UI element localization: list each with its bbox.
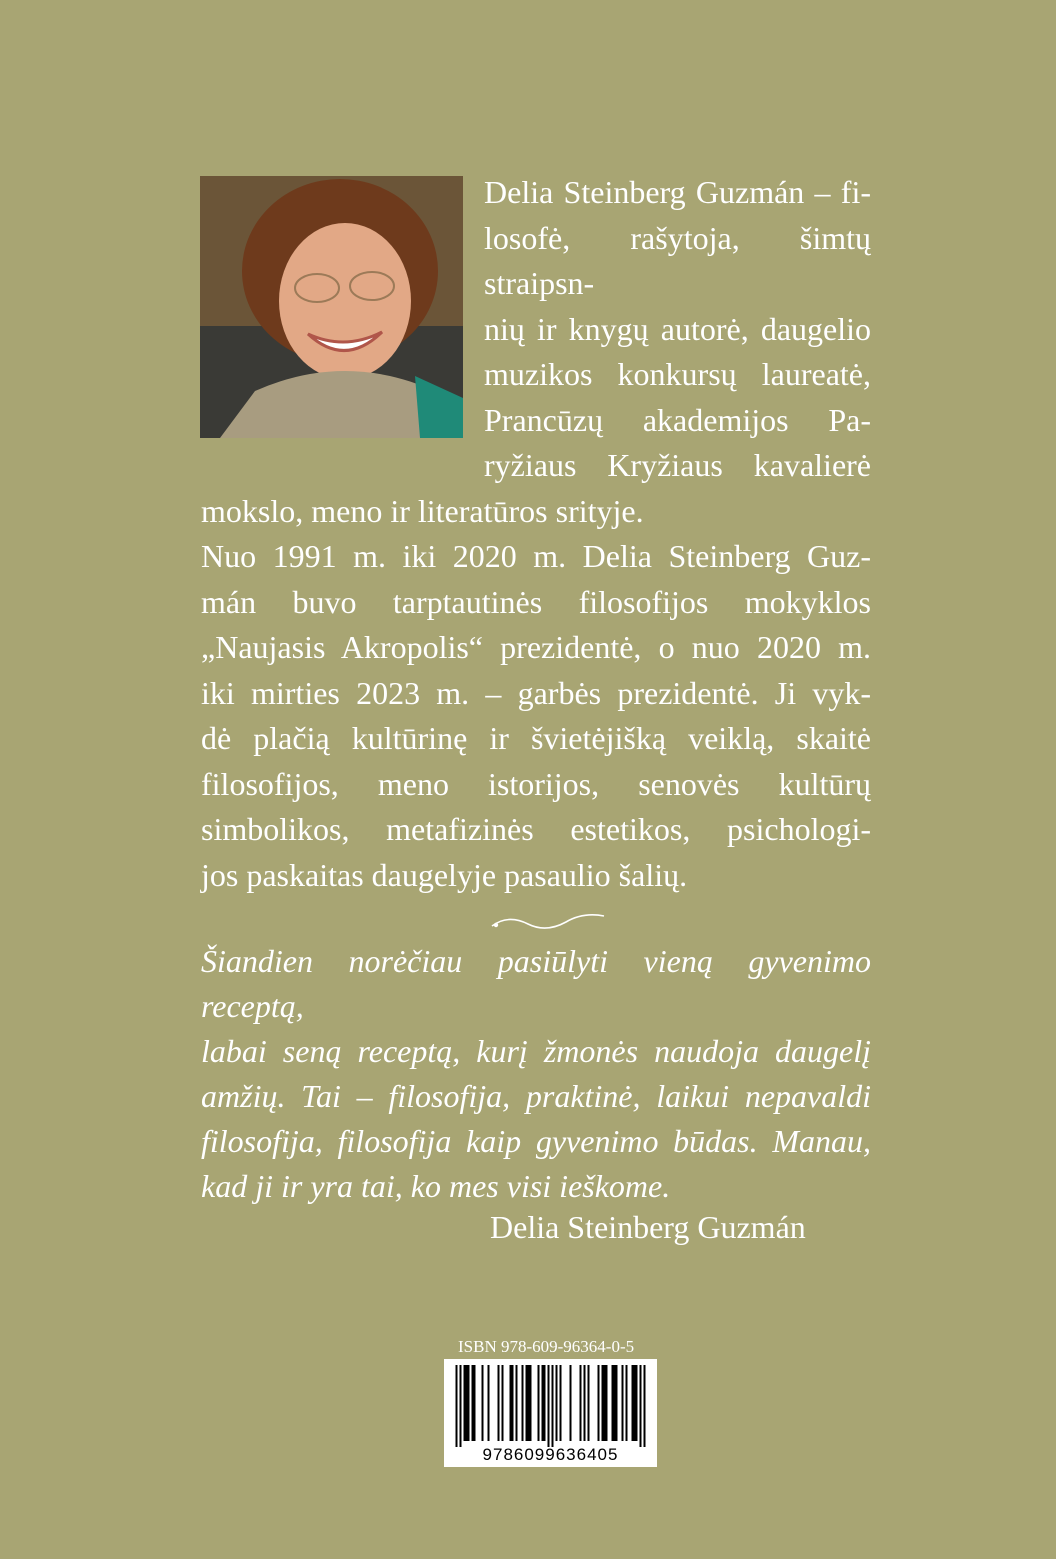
- quote-signature: Delia Steinberg Guzmán: [490, 1209, 806, 1245]
- barcode-bar: [580, 1365, 582, 1441]
- bio-line: Nuo 1991 m. iki 2020 m. Delia Steinberg Guz-: [201, 538, 871, 574]
- barcode-bar: [544, 1365, 546, 1441]
- barcode-bar: [604, 1365, 606, 1441]
- bio-line: muzikos konkursų laureatė,: [484, 356, 871, 392]
- quote-block: [201, 939, 871, 1209]
- barcode-bar: [644, 1365, 646, 1447]
- barcode-bar: [516, 1365, 518, 1441]
- barcode-bar: [588, 1365, 590, 1441]
- barcode-bar: [570, 1365, 572, 1441]
- barcode-bar: [634, 1365, 636, 1441]
- barcode-bar: [626, 1365, 628, 1441]
- barcode-bar: [530, 1365, 532, 1441]
- barcode-bar: [474, 1365, 476, 1441]
- quote-line: Šiandien norėčiau pasiūlyti vieną gyvenimo receptą,: [201, 943, 871, 1024]
- barcode-bar: [636, 1365, 638, 1441]
- barcode-bar: [622, 1365, 624, 1441]
- barcode-bar: [606, 1365, 608, 1441]
- bio-line: simbolikos, metafizinės estetikos, psichologi-: [201, 811, 871, 847]
- barcode-bar: [502, 1365, 504, 1441]
- barcode-bar: [556, 1365, 558, 1441]
- barcode-bar: [456, 1365, 458, 1447]
- author-biography: [201, 170, 871, 898]
- bio-line: nių ir knygų autorė, daugelio: [484, 310, 871, 347]
- barcode-bar: [616, 1365, 618, 1441]
- barcode-bar: [584, 1365, 586, 1441]
- barcode: [444, 1359, 657, 1467]
- barcode-bar: [464, 1365, 466, 1441]
- bio-line: mán buvo tarptautinės filosofijos mokyklos: [201, 583, 871, 620]
- barcode-bar: [598, 1365, 600, 1441]
- quote-line: labai seną receptą, kurį žmonės naudoja daugelį: [201, 1033, 871, 1069]
- barcode-bar: [510, 1365, 512, 1441]
- flourish-divider-icon: [488, 906, 608, 934]
- barcode-bar: [488, 1365, 490, 1441]
- barcode-bar: [472, 1365, 474, 1441]
- barcode-bar: [498, 1365, 500, 1441]
- barcode-bar: [612, 1365, 614, 1441]
- barcode-bar: [548, 1365, 550, 1447]
- bio-line: dė plačią kultūrinę ir švietėjišką veiklą, skaitė: [201, 720, 871, 756]
- isbn-label: ISBN 978-609-96364-0-5: [458, 1337, 635, 1356]
- barcode-bar: [640, 1365, 642, 1447]
- barcode-bar: [542, 1365, 544, 1441]
- barcode-bar: [460, 1365, 462, 1447]
- barcode-bar: [482, 1365, 484, 1441]
- barcode-bar: [512, 1365, 514, 1441]
- barcode-bar: [560, 1365, 562, 1441]
- barcode-bar: [468, 1365, 470, 1441]
- barcode-bar: [602, 1365, 604, 1441]
- barcode-bar: [526, 1365, 528, 1441]
- barcode-bar: [522, 1365, 524, 1441]
- quote-line: amžių. Tai – filosofija, praktinė, laikui nepavaldi: [201, 1078, 871, 1114]
- barcode-bar: [528, 1365, 530, 1441]
- bio-line: losofė, rašytoja, šimtų straipsn-: [484, 219, 871, 301]
- bio-line: ryžiaus Kryžiaus kavalierė: [484, 447, 871, 483]
- quote-line: filosofija, filosofija kaip gyvenimo būdas. Manau,: [201, 1123, 871, 1159]
- quote-line: kad ji ir yra tai, ko mes visi ieškome.: [201, 1168, 671, 1204]
- barcode-bar: [632, 1365, 634, 1441]
- barcode-bar: [466, 1365, 468, 1441]
- bio-line: filosofijos, meno istorijos, senovės kultūrų: [201, 765, 871, 802]
- barcode-digits: 9786099636405: [482, 1445, 619, 1464]
- bio-line: Prancūzų akademijos Pa-: [484, 401, 871, 438]
- bio-line: Delia Steinberg Guzmán – fi-: [484, 174, 871, 210]
- bio-line: jos paskaitas daugelyje pasaulio šalių.: [201, 856, 688, 893]
- bio-line: mokslo, meno ir literatūros srityje.: [201, 492, 644, 529]
- bio-line: iki mirties 2023 m. – garbės prezidentė. Ji vyk-: [201, 674, 871, 711]
- bio-line: „Naujasis Akropolis“ prezidentė, o nuo 2020 m.: [201, 629, 871, 665]
- barcode-bars: [444, 1359, 657, 1447]
- barcode-bar: [614, 1365, 616, 1441]
- barcode-bar: [538, 1365, 540, 1441]
- barcode-bar: [552, 1365, 554, 1447]
